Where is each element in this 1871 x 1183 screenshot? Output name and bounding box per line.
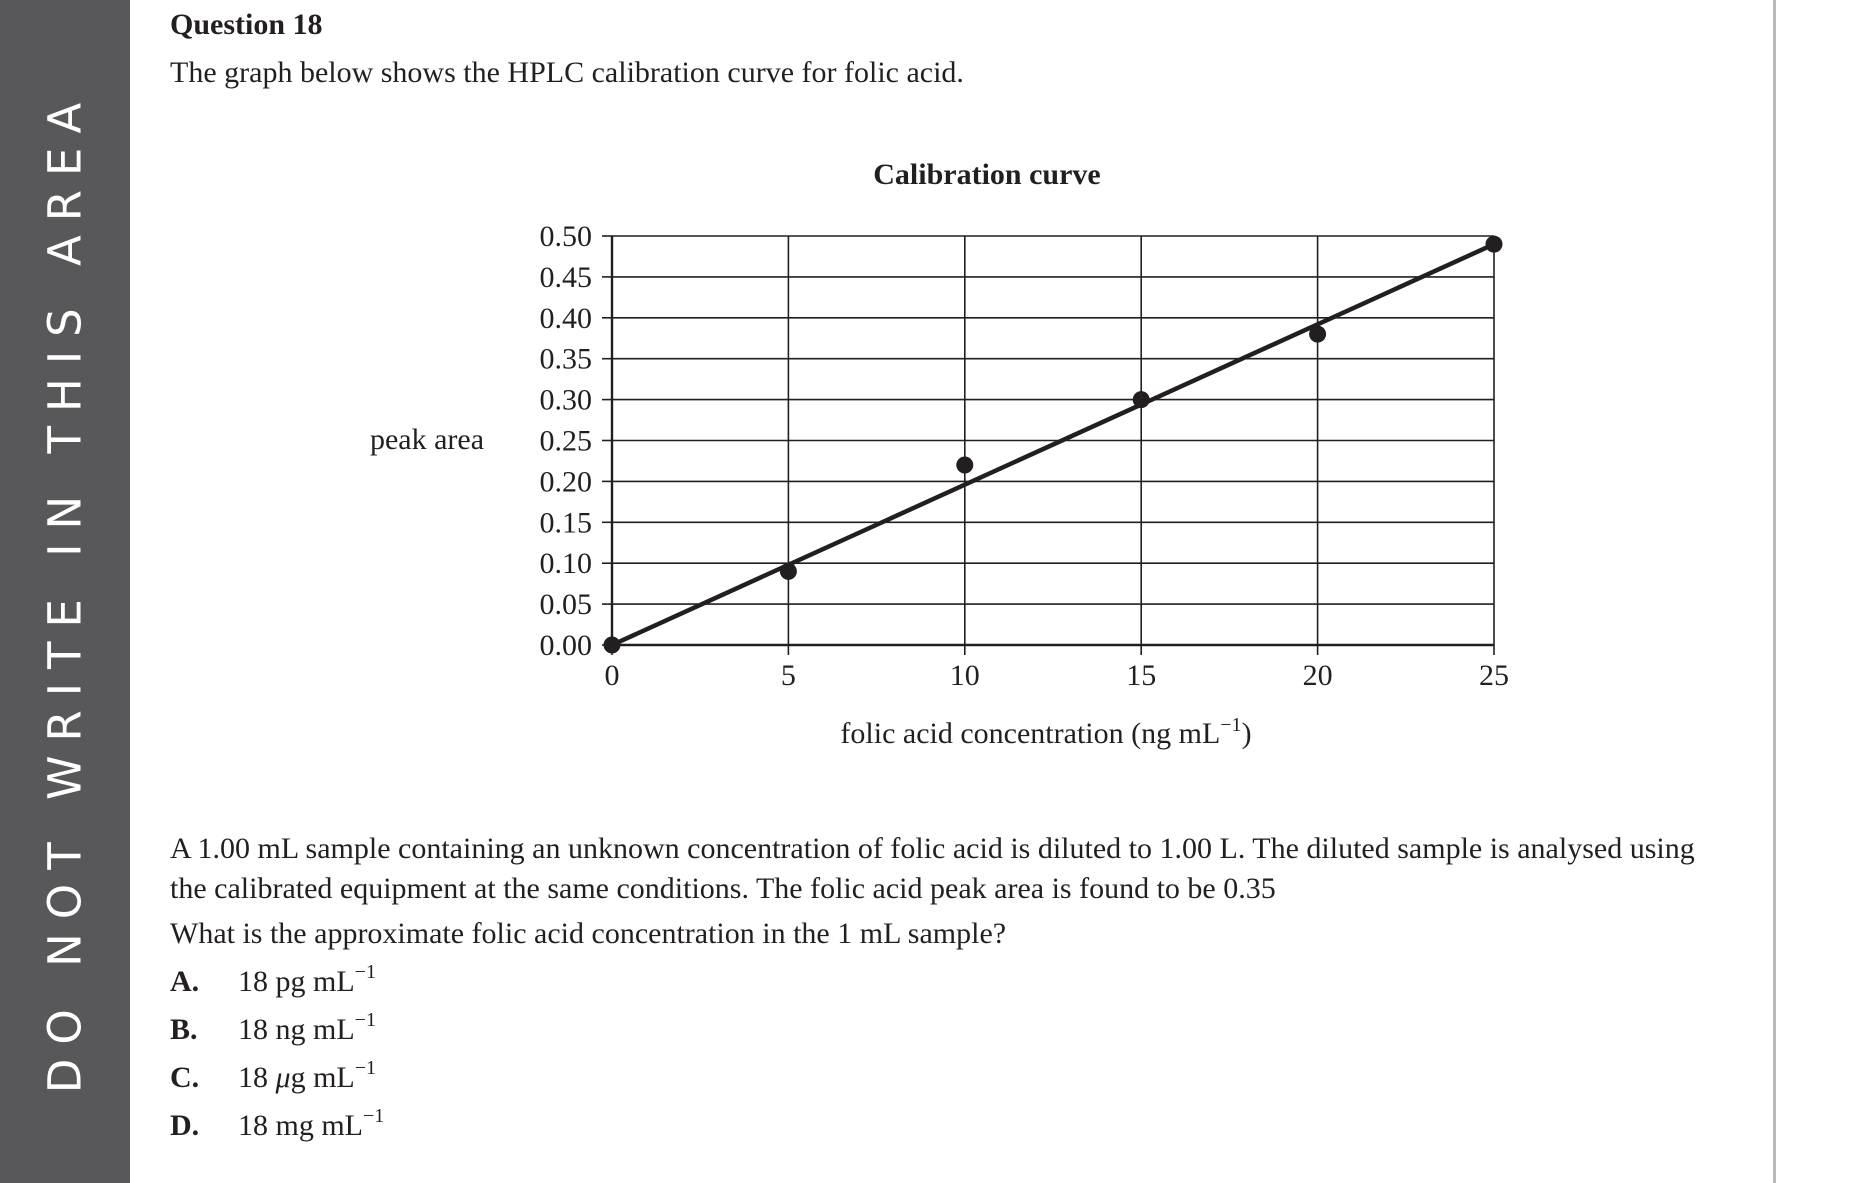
y-tick-label: 0.35 <box>539 342 592 376</box>
margin-warning-text: DO NOT WRITE IN THIS AREA <box>38 88 92 1094</box>
option-d-letter: D. <box>170 1109 200 1142</box>
option-d-sup: −1 <box>363 1105 385 1127</box>
x-tick-label: 15 <box>1126 659 1157 692</box>
option-a-sup: −1 <box>354 961 376 983</box>
option-d-value: 18 mg mL <box>238 1109 363 1142</box>
y-tick-label: 0.20 <box>539 465 592 499</box>
x-tick-label: 0 <box>604 659 620 692</box>
best-fit-line <box>612 244 1494 645</box>
option-b[interactable] <box>170 1009 376 1047</box>
option-d[interactable] <box>170 1105 385 1143</box>
data-point <box>956 457 973 474</box>
x-axis-label-main: folic acid concentration (ng mL <box>840 717 1221 750</box>
y-tick-label: 0.10 <box>539 547 592 581</box>
option-a[interactable] <box>170 961 376 999</box>
y-tick-label: 0.15 <box>539 506 592 540</box>
question-prompt: What is the approximate folic acid concentration in the 1 mL sample? <box>170 917 1007 950</box>
data-point <box>604 637 621 654</box>
option-b-value: 18 ng mL <box>238 1013 355 1046</box>
data-point <box>1133 391 1150 408</box>
y-tick-label: 0.45 <box>539 260 592 294</box>
intro-text: The graph below shows the HPLC calibration curve for folic acid. <box>170 56 964 89</box>
data-point <box>1309 326 1326 343</box>
x-tick-label: 10 <box>949 659 980 692</box>
x-axis-label <box>840 714 1251 750</box>
option-c-value-rest: g mL <box>290 1061 355 1094</box>
y-tick-label: 0.05 <box>539 588 592 622</box>
y-tick-label: 0.40 <box>539 301 592 335</box>
x-axis-label-close: ) <box>1241 717 1252 750</box>
problem-paragraph: A 1.00 mL sample containing an unknown concentration of folic acid is diluted to 1.00 L. The diluted sample is analysed using the calibrated equipment at the same conditions. The folic acid peak area is found to be 0.35 <box>170 832 1695 905</box>
option-a-letter: A. <box>170 965 200 998</box>
option-b-sup: −1 <box>354 1009 376 1031</box>
chart-title: Calibration curve <box>873 158 1101 191</box>
option-c[interactable] <box>170 1057 377 1095</box>
option-b-letter: B. <box>170 1013 198 1046</box>
y-tick-label: 0.00 <box>539 629 592 662</box>
y-axis-label: peak area <box>369 423 485 456</box>
x-tick-label: 20 <box>1302 659 1333 692</box>
data-point <box>1486 236 1503 253</box>
y-tick-label: 0.30 <box>539 383 592 417</box>
option-a-value: 18 pg mL <box>238 965 355 998</box>
x-tick-label: 25 <box>1479 659 1509 692</box>
option-c-sup: −1 <box>354 1057 377 1079</box>
option-c-value-unit: μ <box>275 1061 291 1094</box>
chart-fit-line-group <box>612 244 1494 645</box>
x-axis-label-sup: −1 <box>1220 714 1242 736</box>
option-c-letter: C. <box>170 1061 200 1094</box>
question-title: Question 18 <box>170 8 323 41</box>
y-tick-label: 0.25 <box>539 424 592 458</box>
data-point <box>780 563 797 580</box>
option-c-value-num: 18 <box>238 1061 276 1094</box>
y-tick-label: 0.50 <box>539 220 592 253</box>
x-tick-label: 5 <box>780 659 796 692</box>
